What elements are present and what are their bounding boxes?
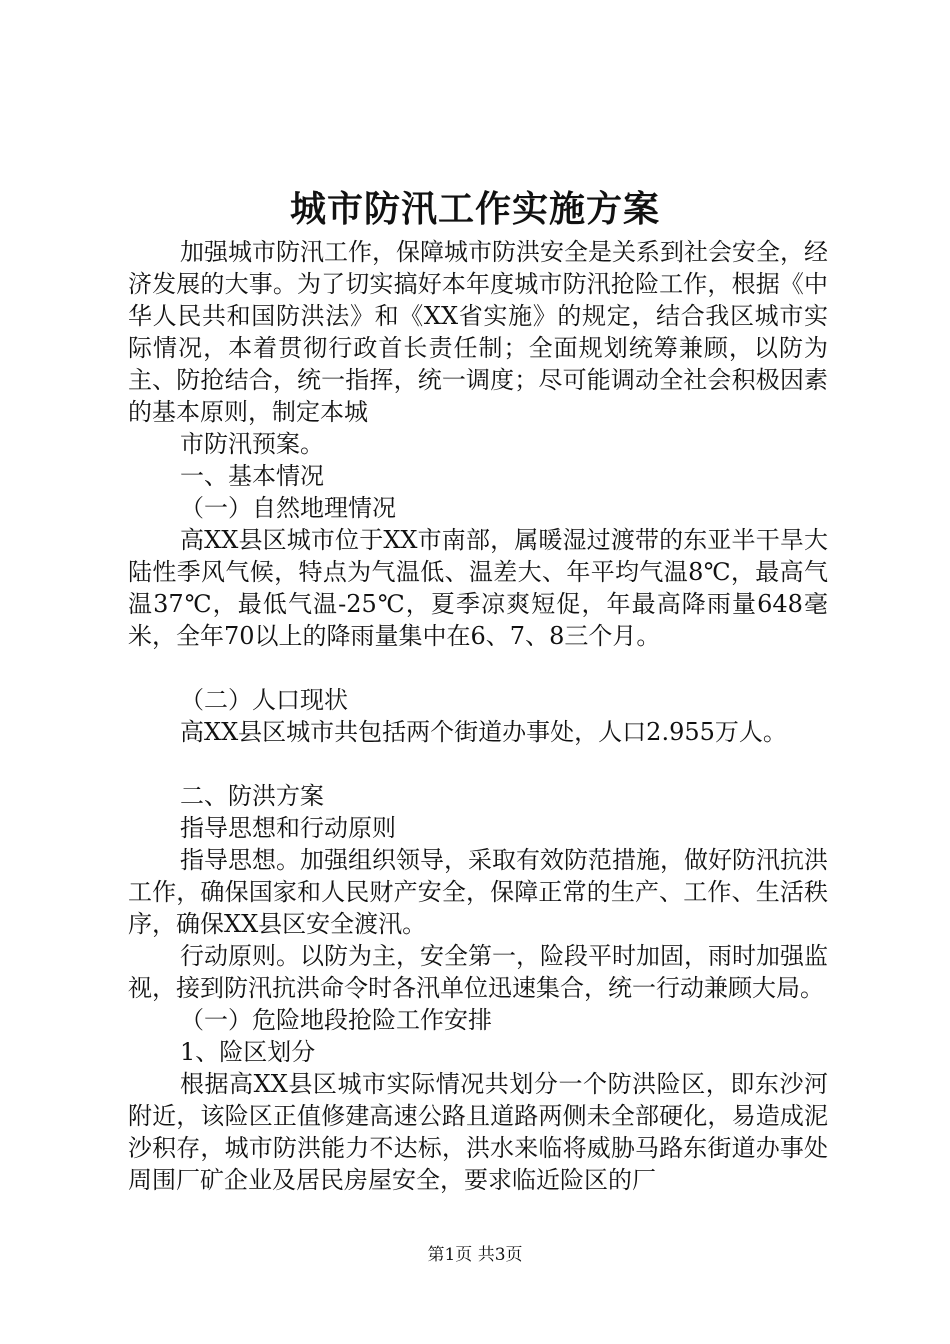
paragraph-intro: 加强城市防汛工作，保障城市防洪安全是关系到社会安全，经济发展的大事。为了切实搞好本年度城市防汛抢险工作，根据《中华人民共和国防洪法》和《XX省实施》的规定，结合我区城市实际情况，本着贯彻行政首长责任制；全面规划统筹兼顾，以防为主、防抢结合，统一指挥，统一调度；尽可能调动全社会积极因素的基本原则，制定本城 (128, 238, 828, 426)
subsection-heading-population: （二）人口现状 (180, 686, 348, 714)
subsection-heading-principles: 指导思想和行动原则 (180, 814, 396, 842)
paragraph-action-principle: 行动原则。以防为主，安全第一，险段平时加固，雨时加强监视，接到防汛抗洪命令时各汛单位迅速集合，统一行动兼顾大局。 (128, 942, 828, 1002)
paragraph-guiding-thought: 指导思想。加强组织领导，采取有效防范措施，做好防汛抗洪工作，确保国家和人民财产安全，保障正常的生产、工作、生活秩序，确保XX县区安全渡汛。 (128, 846, 828, 938)
paragraph-intro-continued: 市防汛预案。 (180, 430, 324, 458)
paragraph-population: 高XX县区城市共包括两个街道办事处，人口2.955万人。 (180, 718, 787, 746)
paragraph-spacer (128, 748, 828, 780)
document-body (128, 236, 828, 1196)
section-heading-basic-info: 一、基本情况 (180, 462, 324, 490)
page-footer: 第1页 共3页 (427, 1245, 523, 1265)
paragraph-geography: 高XX县区城市位于XX市南部，属暖湿过渡带的东亚半干旱大陆性季风气候，特点为气温低、温差大、年平均气温8℃，最高气温37℃，最低气温-25℃，夏季凉爽短促，年最高降雨量648毫米，全年70以上的降雨量集中在6、7、8三个月。 (128, 526, 828, 650)
document-title: 城市防汛工作实施方案 (289, 188, 660, 230)
item-heading-zone-division: 1、险区划分 (180, 1038, 316, 1066)
subsection-heading-geography: （一）自然地理情况 (180, 494, 396, 522)
subsection-heading-danger-zones: （一）危险地段抢险工作安排 (180, 1006, 492, 1034)
paragraph-zone-division: 根据高XX县区城市实际情况共划分一个防洪险区，即东沙河附近，该险区正值修建高速公路且道路两侧未全部硬化，易造成泥沙积存，城市防洪能力不达标，洪水来临将威胁马路东街道办事处周围厂矿企业及居民房屋安全，要求临近险区的厂 (128, 1070, 828, 1194)
section-heading-flood-plan: 二、防洪方案 (180, 782, 324, 810)
paragraph-spacer (128, 652, 828, 684)
